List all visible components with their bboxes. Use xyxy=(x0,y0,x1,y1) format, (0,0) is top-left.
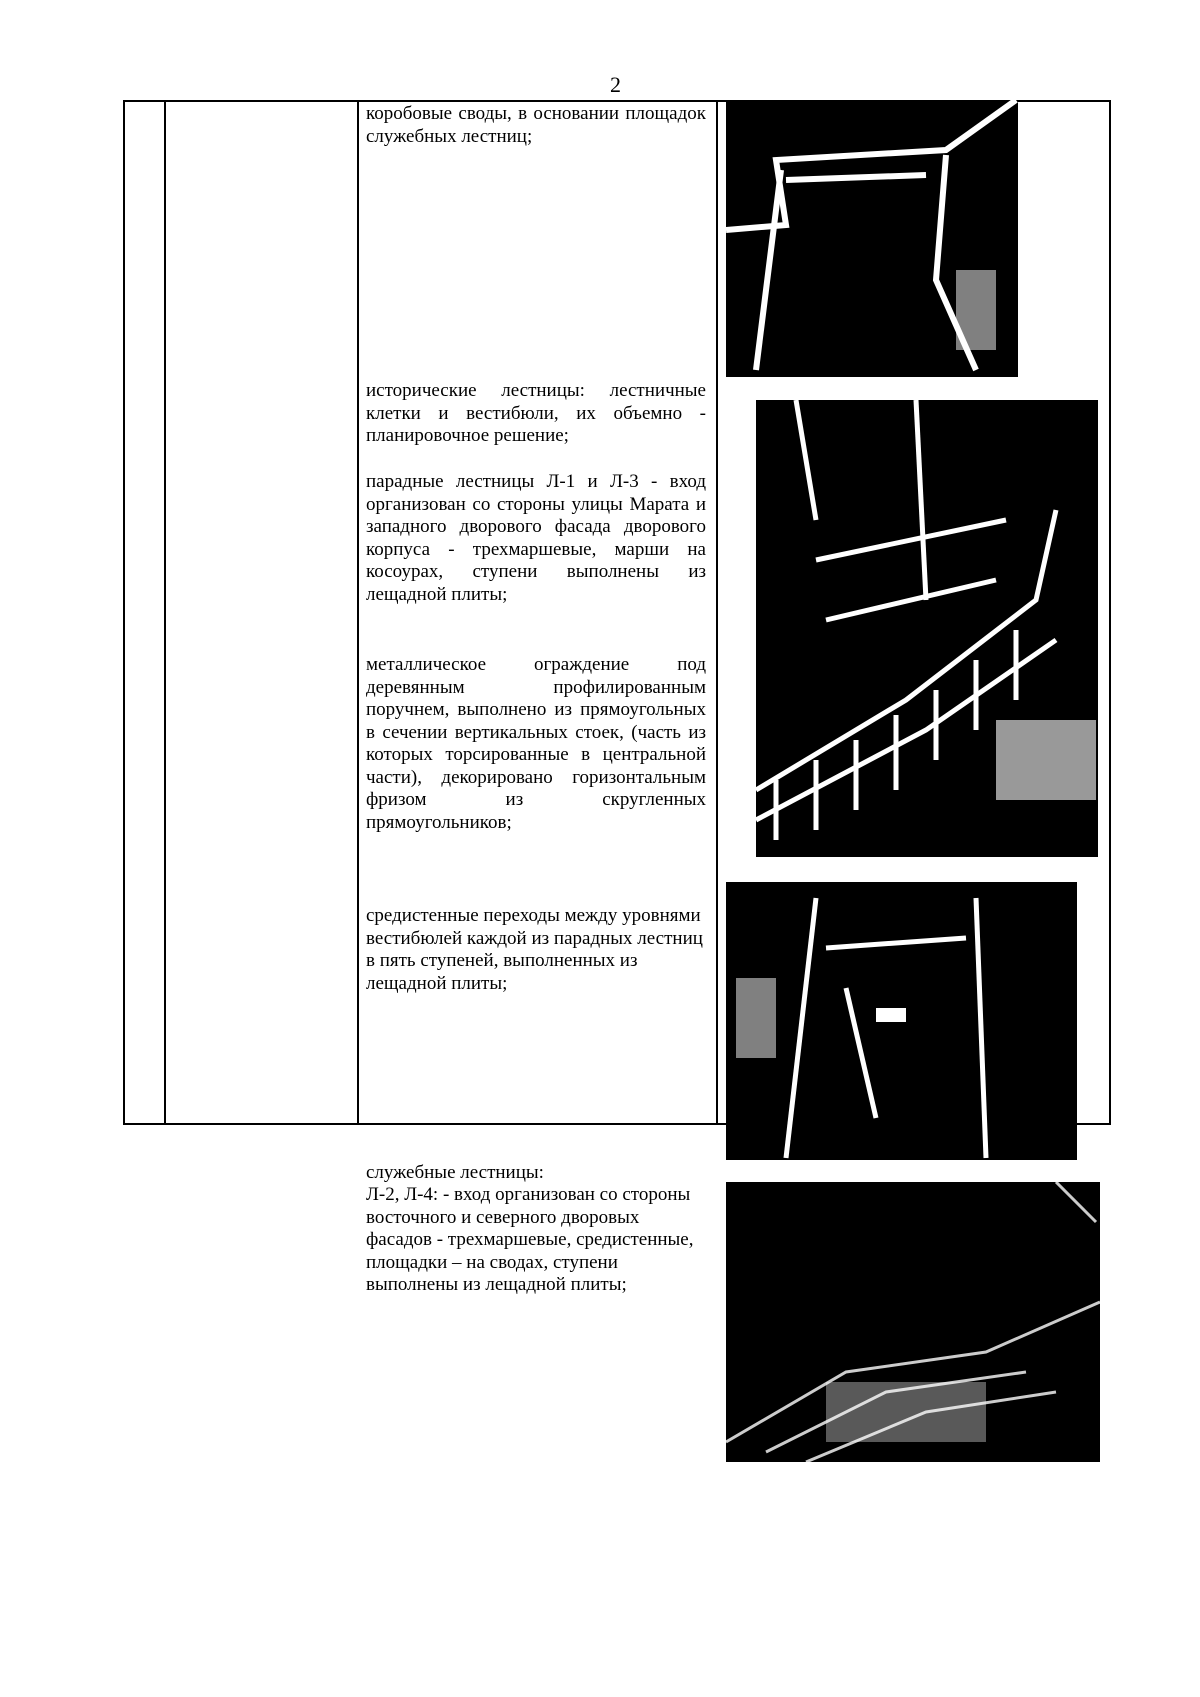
paragraph-vaults: коробовые своды, в основании площадок служебных лестниц; xyxy=(366,103,706,147)
column-divider xyxy=(164,102,166,1123)
column-divider xyxy=(716,102,718,1123)
paragraph-main-stairs: парадные лестницы Л-1 и Л-3 - вход организован со стороны улицы Марата и западного дворового фасада дворового корпуса - трехмаршевые, марши на косоурах, ступени выполнены из лещадной плиты; xyxy=(366,471,706,605)
paragraph-historic-stairs: исторические лестницы: лестничные клетки и вестибюли, их объемно - планировочное решение; xyxy=(366,380,706,446)
column-divider xyxy=(357,102,359,1123)
paragraph-service-stairs-title: служебные лестницы: xyxy=(366,1162,544,1183)
photo-passage xyxy=(726,878,1077,1160)
photo-service-staircase xyxy=(726,1182,1100,1462)
photo-main-staircase xyxy=(756,400,1098,857)
paragraph-railing: металлическое ограждение под деревянным профилированным поручнем, выполнено из прямоугольных в сечении вертикальных стоек, (часть из которых торсированные в центральной части), декорировано горизонтальным фризом из скругленных прямоугольников; xyxy=(366,654,706,833)
page-number: 2 xyxy=(610,72,621,97)
paragraph-service-stairs: Л-2, Л-4: - вход организован со стороны восточного и северного дворовых фасадов - трехмаршевые, средистенные, площадки – на сводах, ступени выполнены из лещадной плиты; xyxy=(366,1184,694,1295)
photo-vaults xyxy=(726,100,1018,377)
paragraph-passages: средистенные переходы между уровнями вестибюлей каждой из парадных лестниц в пять ступеней, выполненных из лещадной плиты; xyxy=(366,905,703,994)
